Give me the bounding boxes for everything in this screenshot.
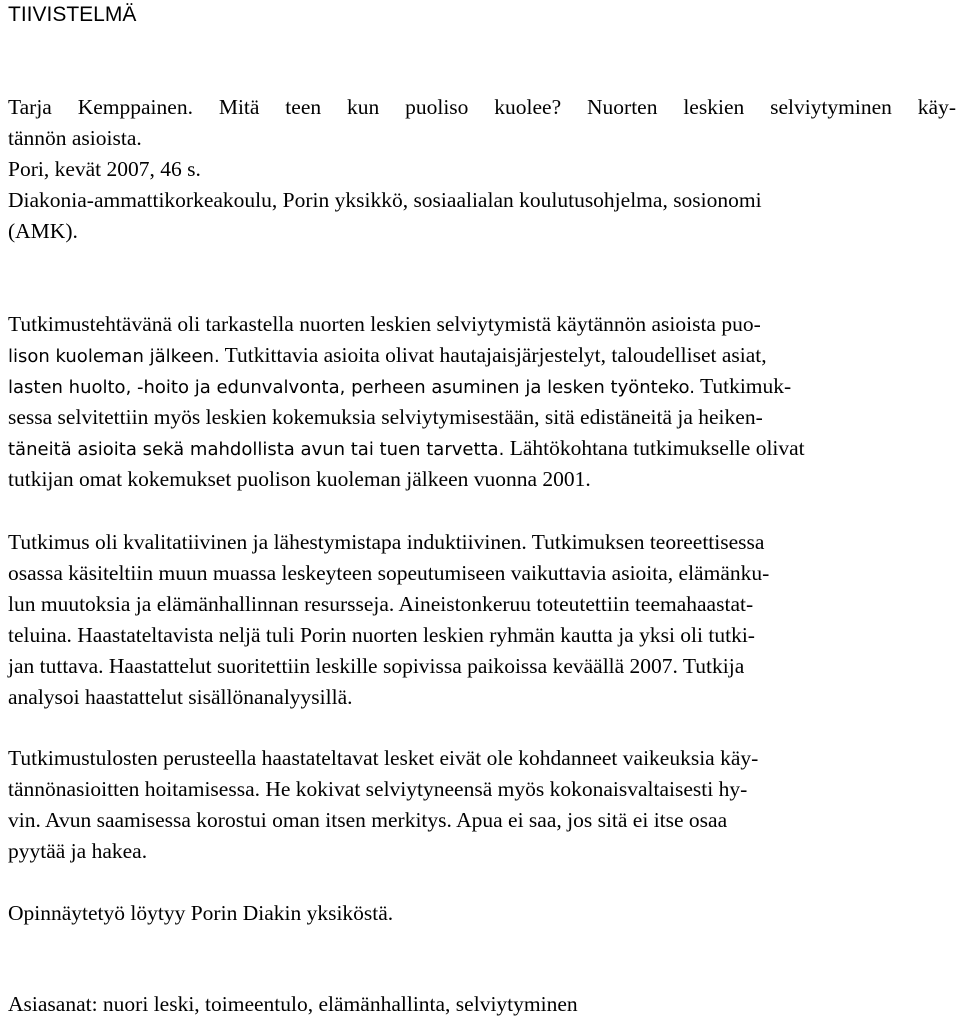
paragraph-task xyxy=(8,309,956,495)
paragraph-line: Tutkimustulosten perusteella haastateltavat lesket eivät ole kohdanneet vaikeuksia käy- xyxy=(8,746,759,770)
paragraph-line: osassa käsiteltiin muun muassa leskeyteen sopeutumiseen vaikuttavia asioita, elämänku- xyxy=(8,561,770,585)
paragraph-line: jan tuttava. Haastattelut suoritettiin leskille sopivissa paikoissa keväällä 2007. Tutkija xyxy=(8,654,745,678)
bibliography-block xyxy=(8,92,956,247)
paragraph-segment: lasten huolto, -hoito ja edunvalvonta, perheen asuminen ja lesken työnteko. xyxy=(8,377,695,398)
paragraph-line: Tutkimus oli kvalitatiivinen ja lähestymistapa induktiivinen. Tutkimuksen teoreettisessa xyxy=(8,530,765,554)
paragraph-line: tutkijan omat kokemukset puolison kuoleman jälkeen vuonna 2001. xyxy=(8,467,591,491)
paragraph-segment: Lähtökohtana tutkimukselle olivat xyxy=(504,436,805,460)
paragraph-line: analysoi haastattelut sisällönanalyysillä. xyxy=(8,685,353,709)
paragraph-line: Tutkimustehtävänä oli tarkastella nuorten leskien selviytymistä käytännön asioista puo- xyxy=(8,312,761,336)
bibliography-line: Pori, kevät 2007, 46 s. xyxy=(8,157,201,181)
paragraph-line: sessa selvitettiin myös leskien kokemuksia selviytymisestään, sitä edistäneitä ja heiken- xyxy=(8,405,763,429)
location-note xyxy=(8,898,956,929)
keywords-text: Asiasanat: nuori leski, toimeentulo, elämänhallinta, selviytyminen xyxy=(8,992,578,1016)
paragraph-line: tännönasioitten hoitamisessa. He kokivat selviytyneensä myös kokonaisvaltaisesti hy- xyxy=(8,777,748,801)
location-note-text: Opinnäytetyö löytyy Porin Diakin yksiköstä. xyxy=(8,901,394,925)
page-title: TIIVISTELMÄ xyxy=(8,3,137,26)
bibliography-line: (AMK). xyxy=(8,219,78,243)
paragraph-method xyxy=(8,527,956,713)
paragraph-line: teluina. Haastateltavista neljä tuli Porin nuorten leskien ryhmän kautta ja yksi oli tutki- xyxy=(8,623,755,647)
paragraph-segment: Tutkittavia asioita olivat hautajaisjärjestelyt, taloudelliset asiat, xyxy=(219,343,767,367)
paragraph-segment: Tutkimuk- xyxy=(694,374,792,398)
paragraph-results xyxy=(8,743,956,867)
bibliography-line: Diakonia-ammattikorkeakoulu, Porin yksikkö, sosiaalialan koulutusohjelma, sosionomi xyxy=(8,188,762,212)
paragraph-segment: lison kuoleman jälkeen. xyxy=(8,346,220,367)
paragraph-line: pyytää ja hakea. xyxy=(8,839,148,863)
bibliography-line: Tarja Kemppainen. Mitä teen kun puoliso kuolee? Nuorten leskien selviytyminen käy- xyxy=(8,95,956,119)
paragraph-line: lun muutoksia ja elämänhallinnan resursseja. Aineistonkeruu toteutettiin teemahaastat- xyxy=(8,592,754,616)
paragraph-line: vin. Avun saamisessa korostui oman itsen merkitys. Apua ei saa, jos sitä ei itse osaa xyxy=(8,808,728,832)
bibliography-line: tännön asioista. xyxy=(8,126,142,150)
keywords xyxy=(8,989,956,1020)
paragraph-segment: täneitä asioita sekä mahdollista avun tai tuen tarvetta. xyxy=(8,439,505,460)
